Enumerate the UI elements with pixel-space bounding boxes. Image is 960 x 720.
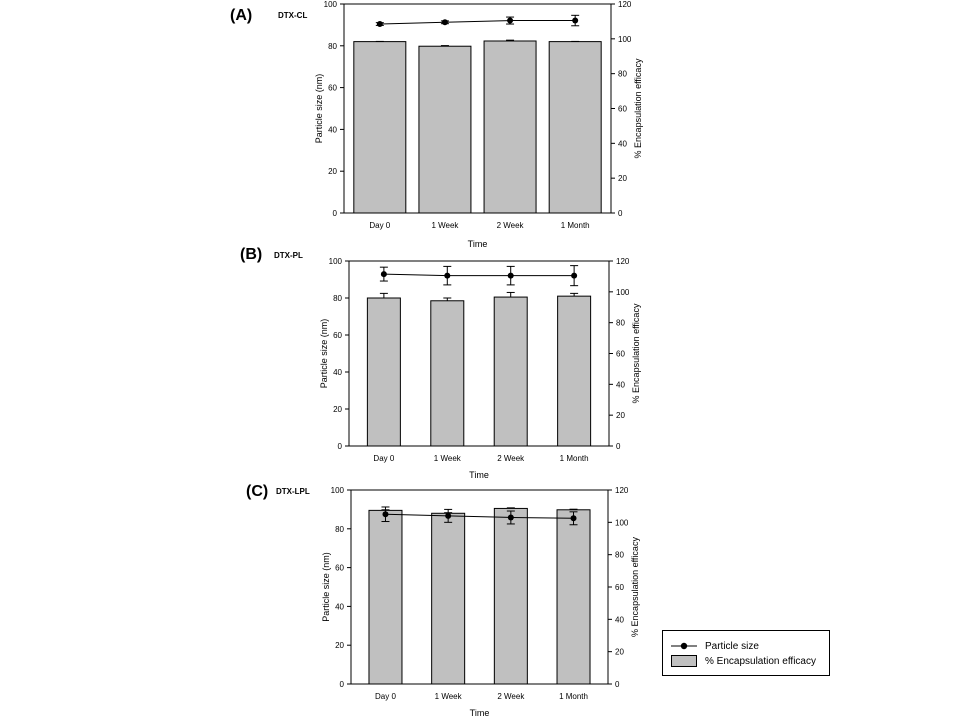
a-y2tick-label-2: 40 xyxy=(618,139,627,149)
b-xtick-label-3: 1 Month xyxy=(559,454,589,463)
a-y-axis-title: Particle size (nm) xyxy=(314,73,324,144)
a-xtick-label-2: 2 Week xyxy=(496,221,524,230)
c-x-axis-title: Time xyxy=(469,708,490,718)
a-x-axis-title: Time xyxy=(467,239,488,249)
c-y2tick-label-5: 100 xyxy=(615,518,629,528)
a-ytick-label-0: 0 xyxy=(332,209,337,218)
b-ytick-label-3: 60 xyxy=(333,331,342,340)
a-ytick-label-3: 60 xyxy=(328,83,337,93)
c-point-2 xyxy=(508,514,514,520)
b-y2-axis-title: % Encapsulation efficacy xyxy=(631,303,641,404)
b-y2tick-label-0: 0 xyxy=(616,442,621,451)
c-y2tick-label-3: 60 xyxy=(615,583,624,592)
b-y-axis-title: Particle size (nm) xyxy=(319,318,329,389)
b-xtick-label-2: 2 Week xyxy=(497,454,525,463)
c-y2tick-label-4: 80 xyxy=(615,550,624,560)
b-y2tick-label-2: 40 xyxy=(616,380,625,390)
c-y-axis-title: Particle size (nm) xyxy=(321,552,331,622)
c-bar-2 xyxy=(494,508,527,684)
b-y2tick-label-1: 20 xyxy=(616,411,625,421)
c-particle-size-line xyxy=(385,514,573,518)
b-y2tick-label-4: 80 xyxy=(616,318,625,328)
a-y2tick-label-0: 0 xyxy=(618,209,623,218)
b-y2tick-label-6: 120 xyxy=(616,257,630,266)
a-y2tick-label-6: 120 xyxy=(618,0,632,9)
c-y2-axis-title: % Encapsulation efficacy xyxy=(630,537,640,637)
c-ytick-label-4: 80 xyxy=(335,524,344,534)
b-xtick-label-1: 1 Week xyxy=(433,454,461,463)
c-point-3 xyxy=(571,515,577,521)
c-ytick-label-1: 20 xyxy=(335,641,344,651)
b-ytick-label-0: 0 xyxy=(337,442,342,451)
c-y2tick-label-2: 40 xyxy=(615,615,624,625)
b-y2tick-label-5: 100 xyxy=(616,287,630,297)
c-y2tick-label-6: 120 xyxy=(615,486,629,495)
c-y2tick-label-1: 20 xyxy=(615,647,624,657)
c-ytick-label-5: 100 xyxy=(330,486,344,495)
panel-b-label: (B) xyxy=(240,246,263,263)
a-y2tick-label-3: 60 xyxy=(618,104,627,114)
c-bar-0 xyxy=(369,510,402,684)
a-ytick-label-2: 40 xyxy=(328,125,337,135)
a-y2tick-label-5: 100 xyxy=(618,34,632,44)
panel-c-label: (C) xyxy=(246,483,269,500)
c-xtick-label-2: 2 Week xyxy=(497,692,525,701)
c-bar-3 xyxy=(557,510,590,684)
legend-bar-swatch-icon xyxy=(671,655,697,667)
b-ytick-label-2: 40 xyxy=(333,368,342,377)
b-xtick-label-0: Day 0 xyxy=(373,454,395,463)
legend-bar-label: % Encapsulation efficacy xyxy=(705,655,816,667)
legend-line-label: Particle size xyxy=(705,640,759,652)
legend xyxy=(662,630,830,676)
legend-item-encapsulation xyxy=(671,654,816,668)
a-ytick-label-5: 100 xyxy=(323,0,337,9)
legend-line-marker-icon xyxy=(671,641,697,651)
b-ytick-label-4: 80 xyxy=(333,294,342,303)
b-ytick-label-5: 100 xyxy=(328,257,342,266)
a-y2tick-label-4: 80 xyxy=(618,69,627,79)
c-xtick-label-3: 1 Month xyxy=(559,692,588,701)
c-point-1 xyxy=(445,513,451,519)
a-xtick-label-3: 1 Month xyxy=(560,221,590,230)
c-ytick-label-2: 40 xyxy=(335,602,344,612)
b-ytick-label-1: 20 xyxy=(333,405,342,414)
panel-a-label: (A) xyxy=(230,7,253,24)
a-xtick-label-0: Day 0 xyxy=(369,221,391,230)
c-y2tick-label-0: 0 xyxy=(615,680,620,689)
a-ytick-label-1: 20 xyxy=(328,167,337,177)
a-ytick-label-4: 80 xyxy=(328,41,337,51)
a-xtick-label-1: 1 Week xyxy=(431,221,459,230)
c-xtick-label-0: Day 0 xyxy=(375,692,396,701)
legend-item-particle-size xyxy=(671,639,759,653)
panel-a-name: DTX-CL xyxy=(278,11,308,20)
b-y2tick-label-3: 60 xyxy=(616,349,625,359)
c-point-0 xyxy=(382,511,388,517)
panel-b-name: DTX-PL xyxy=(274,251,303,260)
b-x-axis-title: Time xyxy=(469,470,489,480)
c-bar-1 xyxy=(432,513,465,684)
a-y2tick-label-1: 20 xyxy=(618,174,627,184)
c-ytick-label-3: 60 xyxy=(335,563,344,573)
panel-c-name: DTX-LPL xyxy=(276,487,310,496)
c-xtick-label-1: 1 Week xyxy=(434,692,462,701)
a-y2-axis-title: % Encapsulation efficacy xyxy=(633,58,643,159)
c-ytick-label-0: 0 xyxy=(339,680,344,689)
